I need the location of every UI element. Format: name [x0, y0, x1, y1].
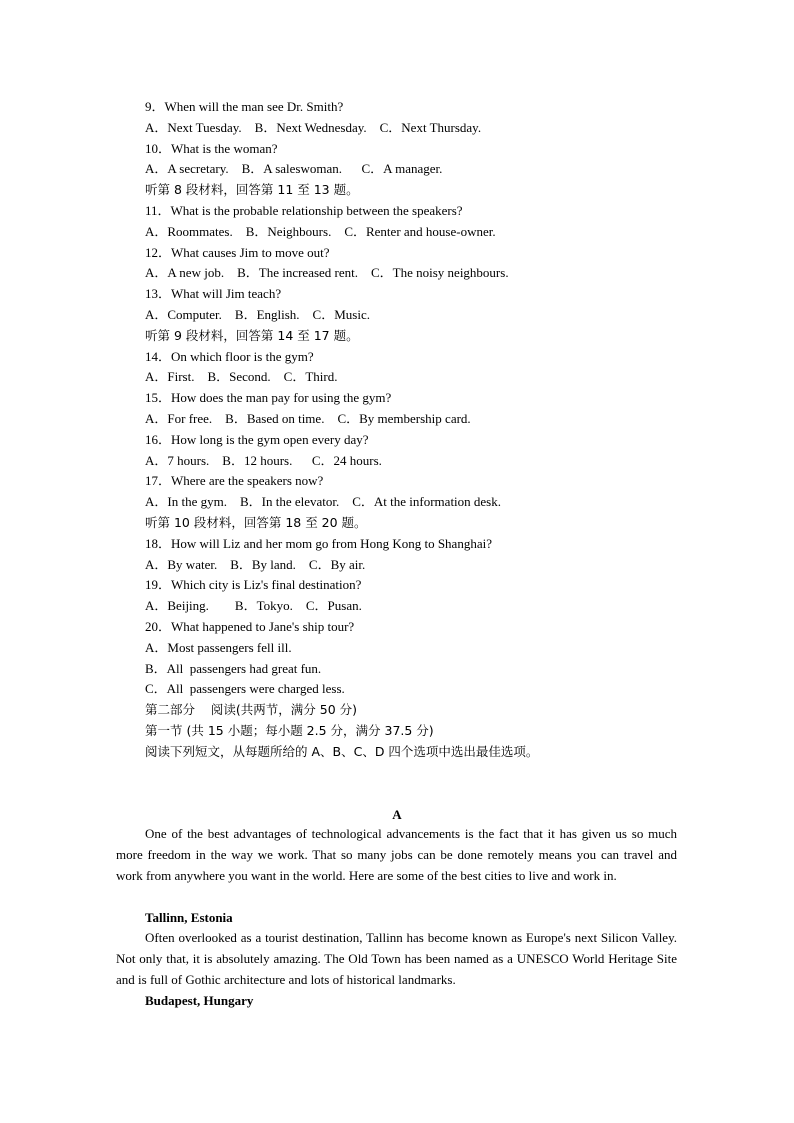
options-line: A．Next Tuesday. B．Next Wednesday. C．Next Thursday. [145, 119, 482, 135]
section-instruction: 听第 10 段材料，回答第 18 至 20 题。 [145, 515, 367, 530]
question-line: 9．When will the man see Dr. Smith? [145, 99, 344, 114]
options-line: A．For free. B．Based on time. C．By membership card. [145, 411, 471, 426]
options-line: A．Computer. B．English. C．Music. [145, 307, 370, 322]
question-line: 15．How does the man pay for using the gym? [145, 390, 392, 406]
options-line: A．First. B．Second. C．Third. [145, 369, 338, 385]
question-line: 16．How long is the gym open every day? [145, 431, 369, 447]
city-heading-budapest: Budapest, Hungary [145, 993, 254, 1008]
options-line: A．A secretary. B．A saleswoman. C．A manager. [145, 161, 443, 177]
options-line: A．Beijing. B．Tokyo. C．Pusan. [145, 598, 362, 614]
options-line: A．Most passengers fell ill. [145, 639, 292, 655]
question-line: 20．What happened to Jane's ship tour? [145, 619, 355, 634]
section-instruction: 听第 8 段材料，回答第 11 至 13 题。 [145, 182, 359, 198]
options-line: A．In the gym. B．In the elevator. C．At the information desk. [145, 494, 501, 510]
question-line: 13．What will Jim teach? [145, 286, 282, 302]
paragraph-tallinn: Often overlooked as a tourist destination, Tallinn has become known as Europe's next Silicon Valley. Not only that, it is absolutely amazing. The Old Town has been named as a UNESCO World Heritage Site and is full of Gothic architecture and lots of historical landmarks. [116, 930, 677, 987]
options-line: A．7 hours. B．12 hours. C．24 hours. [145, 452, 382, 468]
question-line: 12．What causes Jim to move out? [145, 244, 330, 260]
section-instruction: 听第 9 段材料，回答第 14 至 17 题。 [145, 327, 359, 343]
question-line: 17．Where are the speakers now? [145, 473, 324, 489]
part-heading: 阅读下列短文，从每题所给的 A、B、C、D 四个选项中选出最佳选项。 [145, 743, 539, 759]
question-line: 19．Which city is Liz's final destination? [145, 577, 362, 593]
part-heading: 第二部分 阅读(共两节，满分 50 分) [145, 702, 358, 718]
passage-label: A [392, 807, 402, 822]
question-line: 18．How will Liz and her mom go from Hong Kong to Shanghai? [145, 535, 492, 551]
question-line: 10．What is the woman? [145, 140, 278, 156]
city-heading-tallinn: Tallinn, Estonia [145, 910, 233, 925]
options-line: A．Roommates. B．Neighbours. C．Renter and house-owner. [145, 223, 496, 239]
options-line: C．All passengers were charged less. [145, 681, 345, 697]
question-line: 11．What is the probable relationship between the speakers? [145, 203, 463, 218]
options-line: A．A new job. B．The increased rent. C．The noisy neighbours. [145, 265, 509, 281]
passage-intro: One of the best advantages of technological advancements is the fact that it has given us so much more freedom in the way we work. That so many jobs can be done remotely means you can travel and work from anywhere you want in the world. Here are some of the best cities to live and work in. [116, 826, 677, 883]
options-line: A．By water. B．By land. C．By air. [145, 556, 366, 572]
options-line: B．All passengers had great fun. [145, 660, 322, 676]
question-line: 14．On which floor is the gym? [145, 348, 314, 364]
section-instruction: 第一节 (共 15 小题；每小题 2.5 分，满分 37.5 分) [145, 723, 434, 738]
